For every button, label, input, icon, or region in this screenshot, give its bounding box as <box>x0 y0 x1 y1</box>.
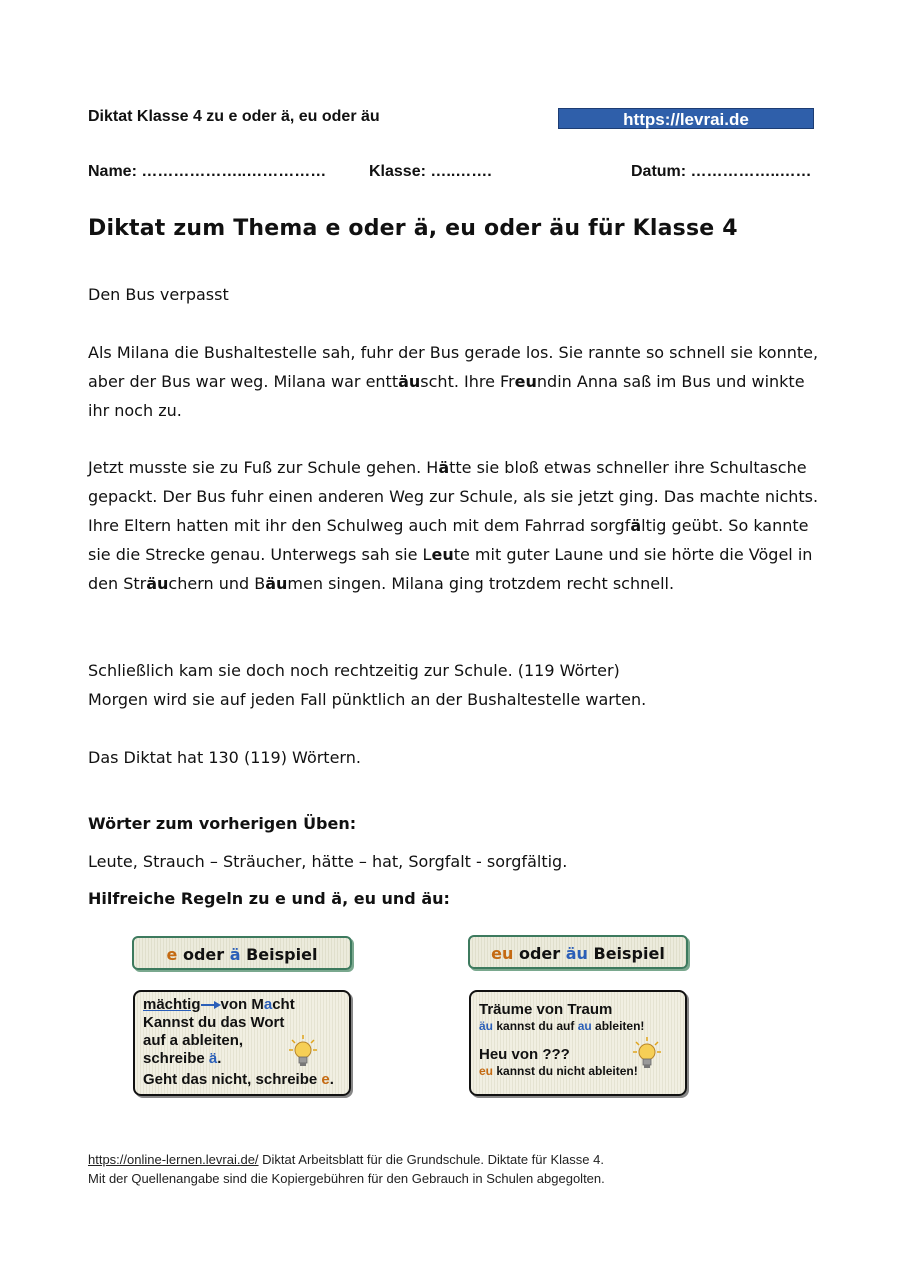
text-segment: scht. Ihre Fr <box>420 372 515 391</box>
rules-heading: Hilfreiche Regeln zu e und ä, eu und äu: <box>88 889 450 908</box>
footer-link[interactable]: https://online-lernen.levrai.de/ <box>88 1152 259 1167</box>
text-segment: tte sie bloß etwas schneller ihre Schultasche gepackt. Der Bus fuhr einen anderen Weg zur Schule, als sie jetzt ging. Das machte nichts. Ihre Eltern hatten mit ihr den Schulweg auch mit dem Fahrrad sorgf <box>88 458 819 535</box>
name-field: Name: ………………..…………… <box>88 163 327 180</box>
highlight-letters: äu <box>146 574 169 593</box>
text-segment: Jetzt musste sie zu Fuß zur Schule gehen. H <box>88 458 439 477</box>
practice-words: Leute, Strauch – Sträucher, hätte – hat, Sorgfalt - sorgfältig. <box>88 852 568 871</box>
practice-heading: Wörter zum vorherigen Üben: <box>88 814 357 833</box>
text-segment: Als Milana die Bushaltestelle sah, fuhr der Bus gerade los. Sie rannte so schnell sie konnte, aber der Bus war weg. Milana war entt <box>88 343 819 391</box>
story-paragraph-3 <box>88 656 828 714</box>
story-line-end: Schließlich kam sie doch noch rechtzeitig zur Schule. (119 Wörter) <box>88 661 620 680</box>
word-count: Das Diktat hat 130 (119) Wörtern. <box>88 748 361 767</box>
highlight-letters: ä <box>438 458 450 477</box>
rule-card-line: mächtig von Macht <box>143 996 295 1013</box>
rule-card-e-ae: mächtig von Macht Kannst du das Wort auf a ableiten, schreibe ä. Geht das nicht, schreibe e. <box>133 990 351 1096</box>
highlight-letters: eu <box>431 545 454 564</box>
highlight-letters: eu <box>514 372 537 391</box>
page-title: Diktat zum Thema e oder ä, eu oder äu für Klasse 4 <box>88 216 738 241</box>
rule-tag-e-ae: e oder ä Beispiel <box>132 936 352 970</box>
text-segment: te mit guter Laune und sie hörte die Vögel in den Str <box>88 545 813 593</box>
story-paragraph-2 <box>88 453 828 598</box>
text-segment: men singen. Milana ging trotzdem recht schnell. <box>287 574 675 593</box>
site-link-box[interactable]: https://levrai.de <box>558 108 814 129</box>
class-field: Klasse: …..……. <box>369 163 492 180</box>
rule-tag-eu-aeu: eu oder äu Beispiel <box>468 935 688 969</box>
footer: https://online-lernen.levrai.de/ Diktat Arbeitsblatt für die Grundschule. Diktate für Klasse 4. Mit der Quellenangabe sind die Kopiergebühren für den Gebrauch in Schulen abgegolten. <box>88 1152 605 1186</box>
story-paragraph-1 <box>88 338 828 425</box>
story-line-extra: Morgen wird sie auf jeden Fall pünktlich an der Bushaltestelle warten. <box>88 690 647 709</box>
lightbulb-icon <box>633 1036 661 1072</box>
text-segment: ltig geübt. So kannte sie die Strecke genau. Unterwegs sah sie L <box>88 516 809 564</box>
arrow-right-icon <box>201 1000 221 1010</box>
header-title: Diktat Klasse 4 zu e oder ä, eu oder äu <box>88 108 380 125</box>
highlight-letters: äu <box>398 372 421 391</box>
lightbulb-icon <box>289 1034 317 1070</box>
date-field: Datum: ……………..…… <box>631 163 812 180</box>
rule-card-eu-aeu: Träume von Traum äu kannst du auf au ableiten! Heu von ??? eu kannst du nicht ableiten! <box>469 990 687 1096</box>
text-segment: ndin Anna saß im Bus und winkte ihr noch zu. <box>88 372 805 420</box>
story-subtitle: Den Bus verpasst <box>88 285 229 304</box>
highlight-letters: äu <box>265 574 288 593</box>
highlight-letters: ä <box>630 516 642 535</box>
text-segment: chern und B <box>168 574 266 593</box>
